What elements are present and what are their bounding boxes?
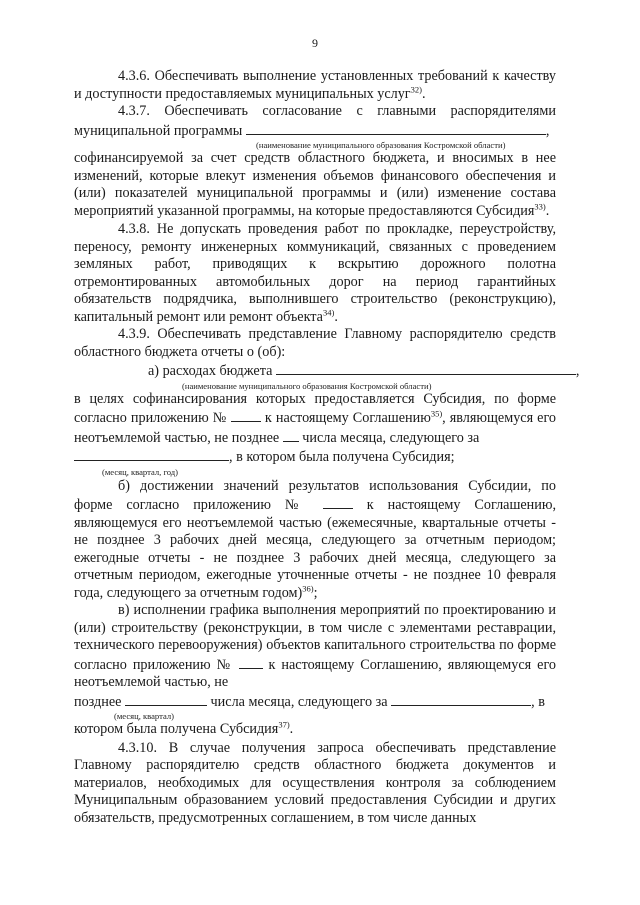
sub-a-text bbox=[74, 391, 556, 448]
field-caption: (наименование муниципального образования Костромской области) bbox=[182, 380, 432, 391]
page-number: 9 bbox=[312, 36, 318, 50]
clause-end: ; bbox=[313, 584, 318, 601]
municipality-blank bbox=[246, 121, 546, 135]
sub-c-text bbox=[74, 602, 556, 692]
comma: , bbox=[545, 122, 550, 139]
footnote-ref: 32) bbox=[410, 83, 422, 94]
sub-a-text-5: , в котором была получена Субсидия; bbox=[229, 449, 455, 465]
day-blank bbox=[125, 692, 207, 706]
clause-4-3-8 bbox=[74, 221, 556, 326]
footnote-ref: 34) bbox=[322, 306, 335, 317]
sub-c-text-6: котором была получена Субсидия bbox=[74, 721, 279, 737]
appendix-number-blank bbox=[239, 655, 263, 669]
sub-c-text-2: к настоящему Соглашению, являющемуся его неотъемлемой частью, не bbox=[74, 656, 556, 690]
program-label: муниципальной программы bbox=[74, 122, 243, 139]
footnote-ref: 36) bbox=[302, 582, 314, 593]
clause-end: . bbox=[289, 721, 294, 737]
sub-a-text-2: к настоящему Соглашению bbox=[264, 410, 431, 426]
clause-4-3-6 bbox=[74, 68, 556, 103]
period-blank bbox=[391, 692, 531, 706]
sub-b bbox=[74, 478, 556, 603]
day-blank bbox=[283, 428, 299, 442]
sub-a-text-4: числа месяца, следующего за bbox=[302, 429, 480, 446]
sub-b-text-1: б) достижении значений результатов использования Субсидии, по форме согласно приложению № bbox=[74, 477, 556, 513]
footnote-ref: 35) bbox=[430, 408, 443, 419]
clause-4-3-10: 4.3.10. В случае получения запроса обеспечивать представление Главному распорядителю средств областного бюджета документов и материалов, необходимых для осуществления контроля за соблюдением Муниципальным образованием условий предоставления Субсидии и других обязательств, предусмотренных соглашением, в том числе данных bbox=[74, 739, 556, 826]
clause-4-3-9: 4.3.9. Обеспечивать представление Главному распорядителю средств областного бюджета отчеты о (об): bbox=[74, 326, 556, 360]
period-line bbox=[74, 447, 556, 467]
deadline-line bbox=[74, 692, 556, 712]
comma: , bbox=[575, 363, 580, 379]
clause-text: 4.3.8. Не допускать проведения работ по прокладке, переустройству, переносу, ремонту инженерных коммуникаций, связанных с проведением земляных работ, приводящих к вскрытию дорожного полотна отремонтированных автомобильных дорог на период гарантийных обязательств подрядчика, выполнившего строительство (реконструкцию), капитальный ремонт или ремонт объекта bbox=[74, 221, 556, 325]
clause-4-3-7 bbox=[74, 103, 556, 220]
clause-body: софинансируемой за счет средств областного бюджета, и вносимых в нее изменений, которые влекут изменения объемов финансового обеспечения и (или) показателей муниципальной программы и (или) изменение состава мероприятий указанной программы, на которые предоставляются Субсидия bbox=[74, 150, 556, 219]
footnote-ref: 37) bbox=[278, 719, 290, 730]
appendix-number-blank bbox=[231, 408, 261, 422]
field-caption: (месяц, квартал, год) bbox=[102, 466, 179, 477]
clause-text bbox=[74, 150, 556, 220]
budget-municipality-blank bbox=[276, 361, 576, 375]
clause-end: . bbox=[334, 308, 338, 325]
sub-b-text-2: к настоящему Соглашению, являющемуся его неотъемлемой частью (ежемесячные, квартальные отчеты - не позднее 3 рабочих дней месяца, следующего за отчетным периодом; ежегодные отчеты - не позднее 3 рабочих дней месяца, следующего за отчетным периодом, ежегодные уточненные отчеты - не позднее 10 февраля года, следующего за отчетным годом) bbox=[74, 497, 556, 601]
clause-line: 4.3.7. Обеспечивать согласование с главными распорядителями bbox=[118, 103, 556, 119]
clause-end: . bbox=[421, 85, 426, 102]
sub-a-text-1: в целях софинансирования которых предоставляется Субсидия, по форме согласно приложению № bbox=[74, 390, 556, 426]
sub-c-text-3: позднее bbox=[74, 693, 122, 710]
footnote-ref: 33) bbox=[534, 200, 546, 211]
clause-end: . bbox=[545, 202, 550, 219]
sub-a bbox=[74, 361, 580, 477]
clause-text: 4.3.6. Обеспечивать выполнение установленных требований к качеству и доступности предоставляемых муниципальных услуг bbox=[74, 68, 556, 102]
field-caption: (месяц, квартал) bbox=[114, 711, 175, 721]
sub-c-end bbox=[74, 721, 556, 739]
budget-label: а) расходах бюджета bbox=[148, 363, 273, 379]
program-line bbox=[74, 121, 556, 141]
period-blank bbox=[74, 447, 229, 461]
sub-c bbox=[74, 602, 556, 739]
sub-c-text-5: , в bbox=[531, 693, 545, 710]
sub-a-text-3: , являющемуся его неотъемлемой частью, не позднее bbox=[74, 410, 557, 446]
field-caption: (наименование муниципального образования Костромской области) bbox=[256, 140, 506, 150]
sub-c-text-4: числа месяца, следующего за bbox=[210, 693, 388, 710]
sub-c-text-1: в) исполнении графика выполнения мероприятий по проектированию и (или) строительству (реконструкции, в том числе с элементами реставрации, технического перевооружения) объектов капитального строительства по форме согласно приложению № bbox=[74, 602, 556, 673]
appendix-number-blank bbox=[323, 495, 353, 509]
budget-line bbox=[74, 361, 580, 381]
